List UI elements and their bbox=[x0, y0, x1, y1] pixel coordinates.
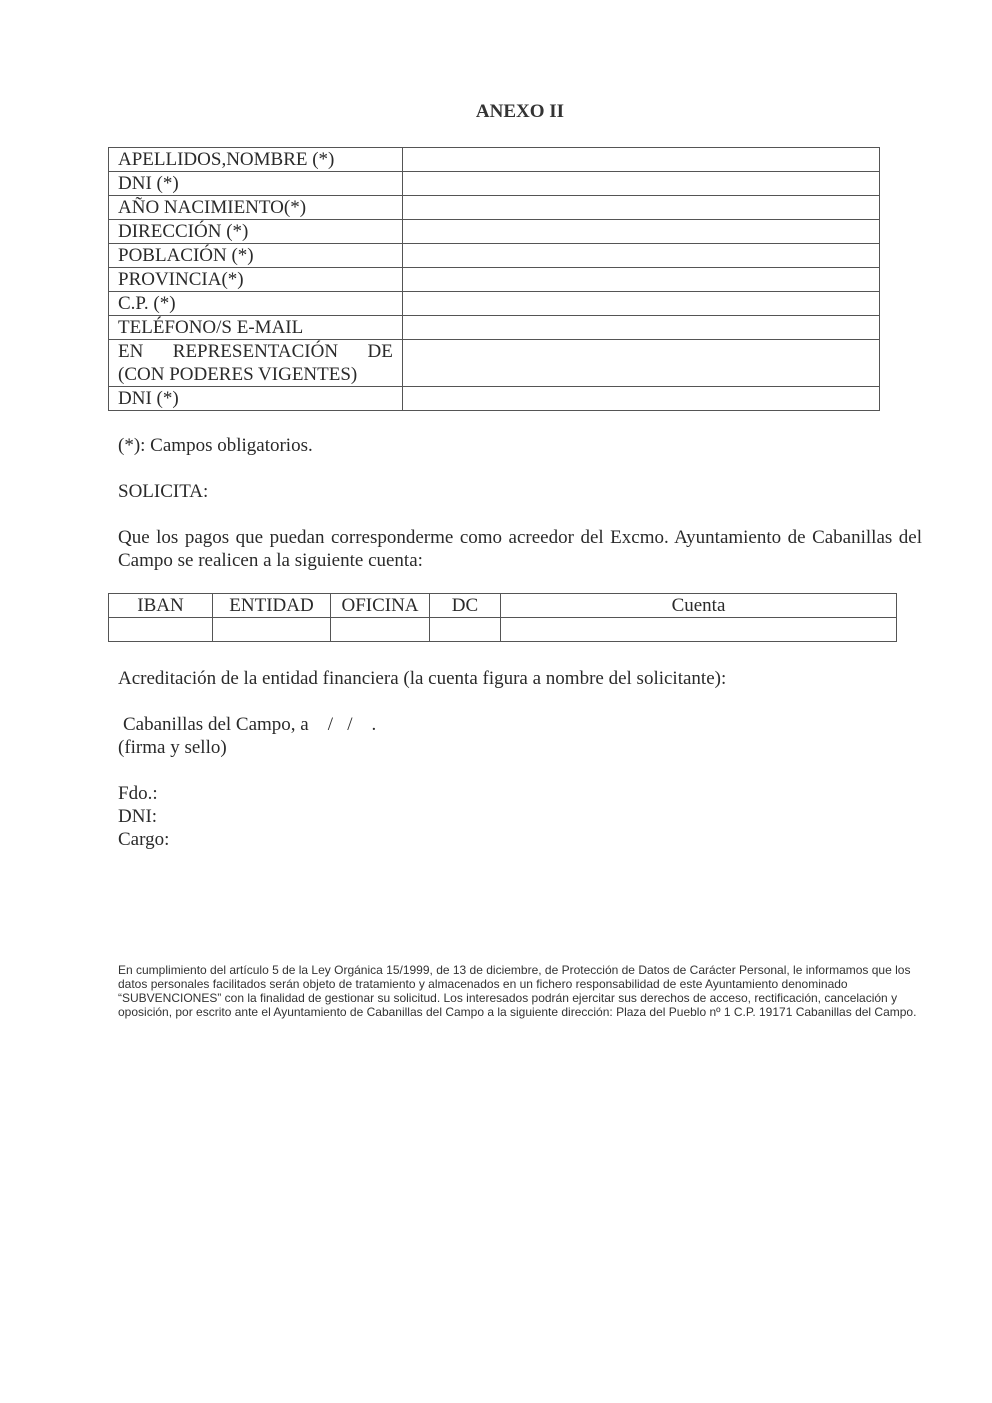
column-header-iban: IBAN bbox=[109, 594, 213, 618]
required-note: (*): Campos obligatorios. bbox=[118, 435, 313, 456]
bank-account-table bbox=[108, 593, 897, 642]
column-header-entidad: ENTIDAD bbox=[213, 594, 331, 618]
table-header-row bbox=[109, 594, 897, 618]
field-value[interactable] bbox=[402, 148, 879, 172]
accreditation-text: Acreditación de la entidad financiera (la cuenta figura a nombre del solicitante): bbox=[118, 668, 727, 689]
field-label: AÑO NACIMIENTO(*) bbox=[109, 196, 403, 220]
column-header-dc: DC bbox=[430, 594, 501, 618]
field-label: DIRECCIÓN (*) bbox=[109, 220, 403, 244]
column-header-oficina: OFICINA bbox=[331, 594, 430, 618]
field-label: DNI (*) bbox=[109, 172, 403, 196]
table-row bbox=[109, 292, 880, 316]
field-value[interactable] bbox=[402, 244, 879, 268]
signer-dni-label: DNI: bbox=[118, 806, 158, 827]
field-value[interactable] bbox=[402, 316, 879, 340]
document-title: ANEXO II bbox=[475, 101, 565, 122]
field-value[interactable] bbox=[402, 340, 879, 387]
field-label: APELLIDOS,NOMBRE (*) bbox=[109, 148, 403, 172]
table-row bbox=[109, 340, 880, 387]
table-row bbox=[109, 172, 880, 196]
solicita-heading: SOLICITA: bbox=[118, 481, 209, 502]
signature-note: (firma y sello) bbox=[118, 737, 227, 758]
place-date-line: Cabanillas del Campo, a / / . bbox=[123, 714, 377, 735]
table-row bbox=[109, 220, 880, 244]
dc-cell[interactable] bbox=[430, 618, 501, 642]
iban-cell[interactable] bbox=[109, 618, 213, 642]
personal-data-table bbox=[108, 147, 880, 411]
field-label: TELÉFONO/S E-MAIL bbox=[109, 316, 403, 340]
field-value[interactable] bbox=[402, 268, 879, 292]
signer-position-label: Cargo: bbox=[118, 829, 170, 850]
field-value[interactable] bbox=[402, 172, 879, 196]
table-row bbox=[109, 387, 880, 411]
field-value[interactable] bbox=[402, 196, 879, 220]
field-label: C.P. (*) bbox=[109, 292, 403, 316]
field-value[interactable] bbox=[402, 387, 879, 411]
signer-name-label: Fdo.: bbox=[118, 783, 158, 804]
field-value[interactable] bbox=[402, 220, 879, 244]
field-label: EN REPRESENTACIÓN DE (CON PODERES VIGENTES) bbox=[109, 340, 403, 387]
data-protection-notice: En cumplimiento del artículo 5 de la Ley Orgánica 15/1999, de 13 de diciembre, de Protección de Datos de Carácter Personal, le informamos que los datos personales facilitados serán objeto de tratamiento y almacenados en un fichero responsabilidad de este Ayuntamiento denominado “SUBVENCIONES” con la finalidad de gestionar su solicitud. Los interesados podrán ejercitar sus derechos de acceso, rectificación, cancelación y oposición, por escrito ante el Ayuntamiento de Cabanillas del Campo a la siguiente dirección: Plaza del Pueblo nº 1 C.P. 19171 Cabanillas del Campo. bbox=[118, 963, 917, 1019]
field-label: POBLACIÓN (*) bbox=[109, 244, 403, 268]
entidad-cell[interactable] bbox=[213, 618, 331, 642]
column-header-cuenta: Cuenta bbox=[501, 594, 897, 618]
table-row bbox=[109, 244, 880, 268]
cuenta-cell[interactable] bbox=[501, 618, 897, 642]
field-label: DNI (*) bbox=[109, 387, 403, 411]
table-row bbox=[109, 196, 880, 220]
table-row bbox=[109, 618, 897, 642]
oficina-cell[interactable] bbox=[331, 618, 430, 642]
field-label: PROVINCIA(*) bbox=[109, 268, 403, 292]
table-row bbox=[109, 268, 880, 292]
request-paragraph: Que los pagos que puedan corresponderme como acreedor del Excmo. Ayuntamiento de Cabanillas del Campo se realicen a la siguiente cuenta: bbox=[118, 527, 922, 571]
field-value[interactable] bbox=[402, 292, 879, 316]
table-row bbox=[109, 148, 880, 172]
table-row bbox=[109, 316, 880, 340]
